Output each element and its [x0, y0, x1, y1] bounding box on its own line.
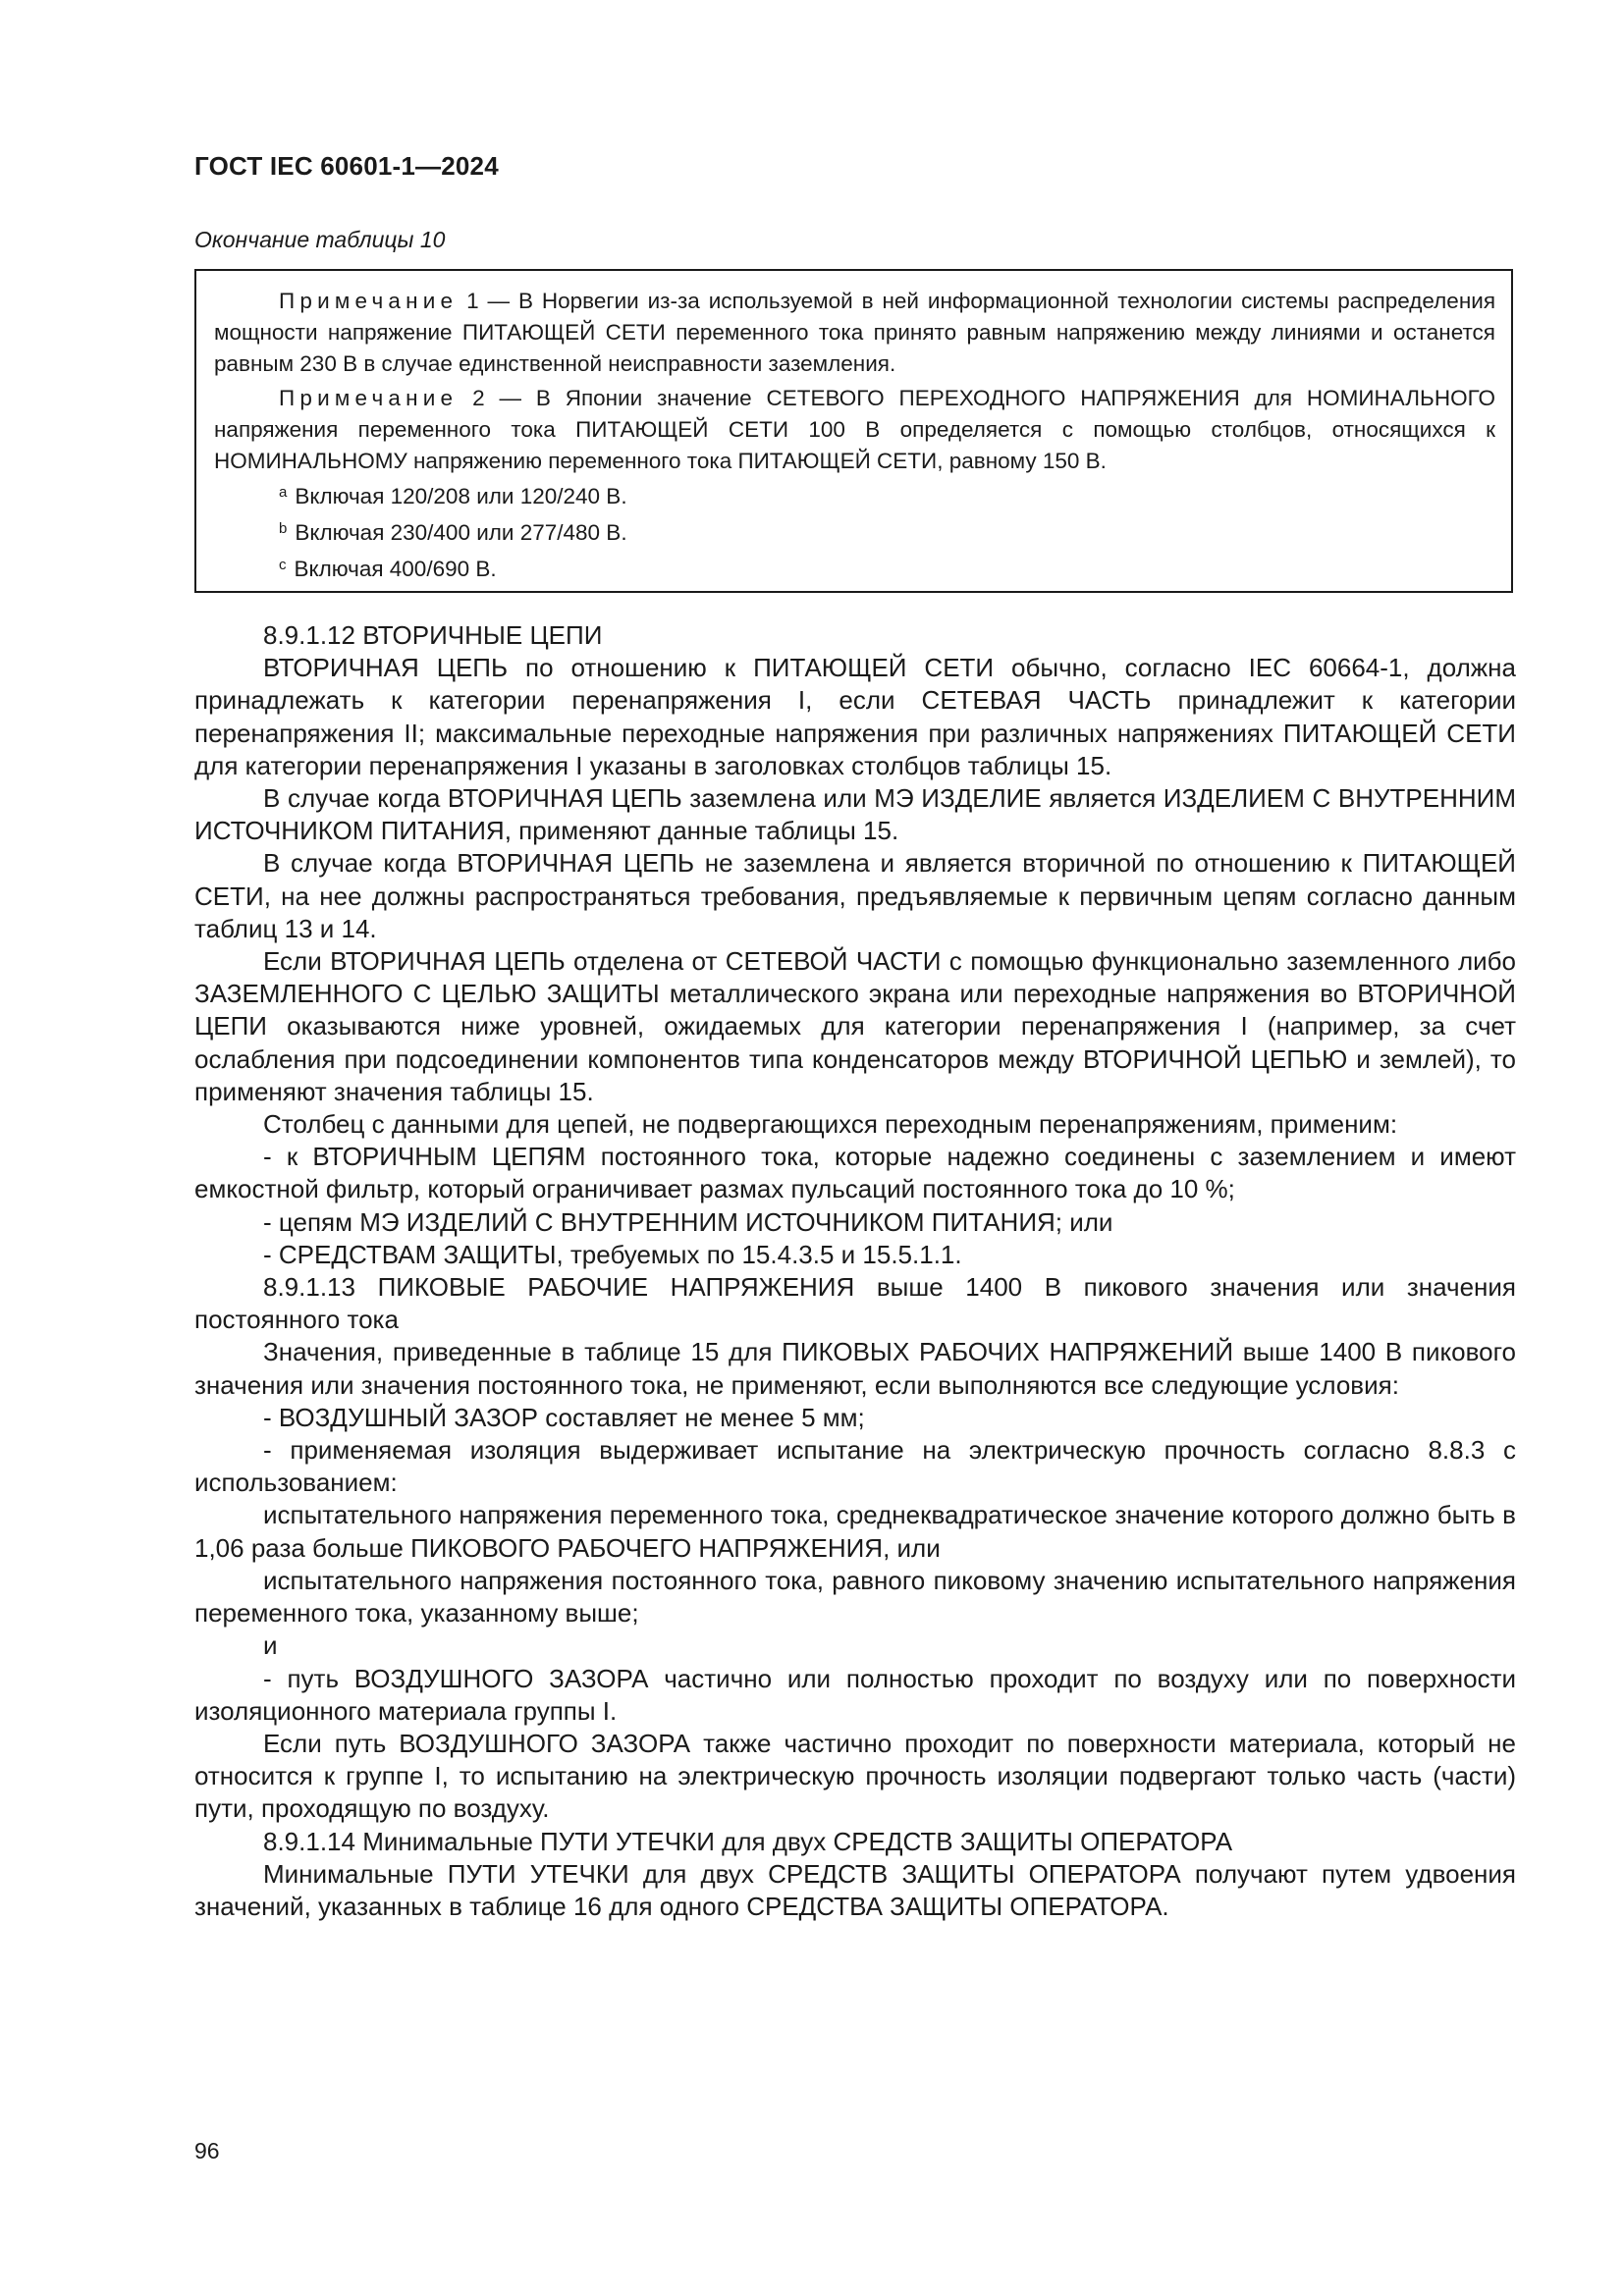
note-1-text: 1 — В Норвегии из-за используемой в ней информационной технологии системы распределения мощности напряжение ПИТАЮЩЕЙ СЕТИ переменного тока принято равным напряжению между линиями и останется равным 230 В в случае единственной неисправности заземления. [214, 289, 1495, 376]
paragraph: Минимальные ПУТИ УТЕЧКИ для двух СРЕДСТВ ЗАЩИТЫ ОПЕРАТОРА получают путем удвоения значений, указанных в таблице 16 для одного СРЕДСТВА ЗАЩИТЫ ОПЕРАТОРА. [194, 1858, 1516, 1921]
list-item: - ВОЗДУШНЫЙ ЗАЗОР составляет не менее 5 мм; [263, 1402, 865, 1432]
footnote-c [279, 550, 497, 585]
section-heading-8-9-1-12: 8.9.1.12 ВТОРИЧНЫЕ ЦЕПИ [263, 620, 603, 650]
paragraph: В случае когда ВТОРИЧНАЯ ЦЕПЬ не заземлена и является вторичной по отношению к ПИТАЮЩЕЙ СЕТИ, на нее должны распространяться требования, предъявляемые к первичным цепям согласно данным таблиц 13 и 14. [194, 848, 1516, 943]
body-text [194, 619, 1516, 1923]
note-2-label: Примечание [279, 386, 459, 410]
list-item: - к ВТОРИЧНЫМ ЦЕПЯМ постоянного тока, которые надежно соединены с заземлением и имеют емкостной фильтр, который ограничивает размах пульсаций постоянного тока до 10 %; [194, 1142, 1516, 1204]
paragraph: ВТОРИЧНАЯ ЦЕПЬ по отношению к ПИТАЮЩЕЙ СЕТИ обычно, согласно IEC 60664-1, должна принадлежать к категории перенапряжения I, если СЕТЕВАЯ ЧАСТЬ принадлежит к категории перенапряжения II; максимальные переходные напряжения при различных напряжениях ПИТАЮЩЕЙ СЕТИ для категории перенапряжения I указаны в заголовках столбцов таблицы 15. [194, 653, 1516, 780]
table-continuation-caption: Окончание таблицы 10 [194, 227, 446, 252]
page-number: 96 [194, 2138, 220, 2163]
paragraph: Если ВТОРИЧНАЯ ЦЕПЬ отделена от СЕТЕВОЙ ЧАСТИ с помощью функционально заземленного либо ЗАЗЕМЛЕННОГО С ЦЕЛЬЮ ЗАЩИТЫ металлического экрана или переходные напряжения во ВТОРИЧНОЙ ЦЕПИ оказываются ниже уровней, ожидаемых для категории перенапряжения I (например, за счет ослабления при подсоединении компонентов типа конденсаторов между ВТОРИЧНОЙ ЦЕПЬЮ и землей), то применяют значения таблицы 15. [194, 946, 1516, 1106]
footnote-b-text: Включая 230/400 или 277/480 В. [295, 520, 627, 545]
note-2-text: 2 — В Японии значение СЕТЕВОГО ПЕРЕХОДНОГО НАПРЯЖЕНИЯ для НОМИНАЛЬНОГО напряжения переменного тока ПИТАЮЩЕЙ СЕТИ 100 В определяется с помощью столбцов, относящихся к НОМИНАЛЬНОМУ напряжению переменного тока ПИТАЮЩЕЙ СЕТИ, равному 150 В. [214, 386, 1495, 473]
footnote-b [279, 513, 627, 549]
section-heading-8-9-1-14: 8.9.1.14 Минимальные ПУТИ УТЕЧКИ для двух СРЕДСТВ ЗАЩИТЫ ОПЕРАТОРА [263, 1826, 1233, 1856]
list-item: - путь ВОЗДУШНОГО ЗАЗОРА частично или полностью проходит по воздуху или по поверхности изоляционного материала группы I. [194, 1663, 1516, 1726]
paragraph: испытательного напряжения переменного тока, среднеквадратическое значение которого должно быть в 1,06 раза больше ПИКОВОГО РАБОЧЕГО НАПРЯЖЕНИЯ, или [194, 1500, 1516, 1563]
footnote-a [279, 477, 627, 512]
paragraph: и [263, 1630, 278, 1661]
footnote-c-text: Включая 400/690 В. [294, 557, 497, 581]
footnote-b-mark: b [279, 520, 288, 537]
note-1-label: Примечание [279, 289, 459, 313]
list-item: - цепям МЭ ИЗДЕЛИЙ С ВНУТРЕННИМ ИСТОЧНИКОМ ПИТАНИЯ; или [263, 1206, 1113, 1237]
paragraph: Столбец с данными для цепей, не подвергающихся переходным перенапряжениям, применим: [263, 1109, 1398, 1140]
footnote-c-mark: c [279, 557, 287, 573]
note-2 [214, 383, 1495, 477]
paragraph: испытательного напряжения постоянного тока, равного пиковому значению испытательного напряжения переменного тока, указанному выше; [194, 1565, 1516, 1629]
paragraph: Значения, приведенные в таблице 15 для ПИКОВЫХ РАБОЧИХ НАПРЯЖЕНИЙ выше 1400 В пикового значения или значения постоянного тока, не применяют, если выполняются все следующие условия: [194, 1337, 1516, 1400]
list-item: - СРЕДСТВАМ ЗАЩИТЫ, требуемых по 15.4.3.5 и 15.5.1.1. [263, 1239, 962, 1269]
section-heading-8-9-1-13: 8.9.1.13 ПИКОВЫЕ РАБОЧИЕ НАПРЯЖЕНИЯ выше 1400 В пикового значения или значения постоянного тока [194, 1272, 1516, 1335]
paragraph: В случае когда ВТОРИЧНАЯ ЦЕПЬ заземлена или МЭ ИЗДЕЛИЕ является ИЗДЕЛИЕМ С ВНУТРЕННИМ ИСТОЧНИКОМ ПИТАНИЯ, применяют данные таблицы 15. [194, 783, 1516, 846]
standard-title: ГОСТ IEC 60601-1—2024 [194, 151, 499, 181]
footnote-a-text: Включая 120/208 или 120/240 В. [295, 484, 627, 508]
list-item: - применяемая изоляция выдерживает испытание на электрическую прочность согласно 8.8.3 с использованием: [194, 1435, 1516, 1498]
table-notes-box [194, 269, 1513, 593]
footnote-a-mark: a [279, 484, 288, 501]
paragraph: Если путь ВОЗДУШНОГО ЗАЗОРА также частично проходит по поверхности материала, который не относится к группе I, то испытанию на электрическую прочность изоляции подвергают только часть (части) пути, проходящую по воздуху. [194, 1728, 1516, 1824]
note-1 [214, 286, 1495, 380]
